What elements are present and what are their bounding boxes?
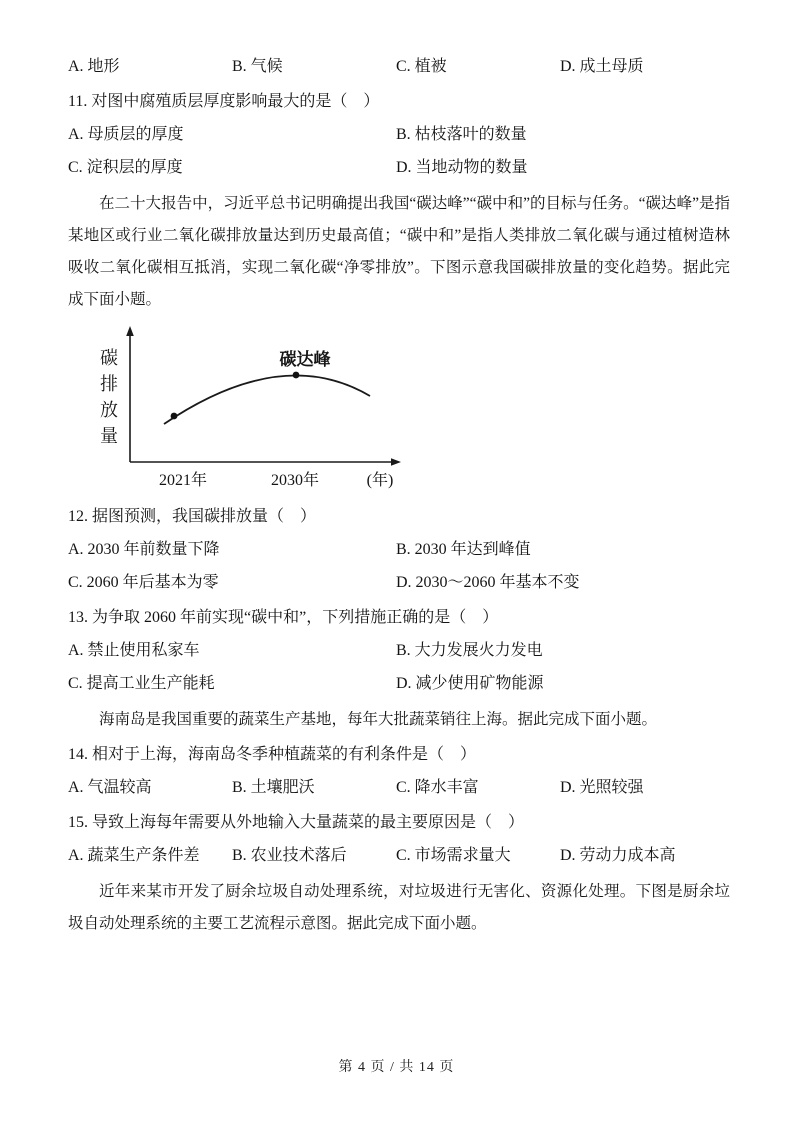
option-d: D. 劳动力成本高 [560, 847, 676, 864]
option-a: A. 气温较高 [68, 779, 152, 796]
question-12-options-row-1 [68, 533, 730, 566]
question-14-stem: 14. 相对于上海，海南岛冬季种植蔬菜的有利条件是（ ） [68, 746, 477, 763]
chart-peak-annotation: 碳达峰 [279, 350, 331, 369]
y-axis-arrow-icon [126, 326, 134, 336]
x-tick-2021: 2021年 [158, 472, 207, 489]
option-b: B. 土壤肥沃 [232, 779, 315, 796]
option-b: B. 农业技术落后 [232, 847, 347, 864]
question-15-stem: 15. 导致上海每年需要从外地输入大量蔬菜的最主要原因是（ ） [68, 814, 525, 831]
option-c: C. 植被 [396, 58, 447, 75]
option-c: C. 2060 年后基本为零 [68, 574, 219, 591]
question-11-stem: 11. 对图中腐殖质层厚度影响最大的是（ ） [68, 93, 380, 110]
emissions-trend-curve [164, 376, 370, 424]
question-12-options-row-2 [68, 566, 730, 599]
option-b: B. 大力发展火力发电 [396, 642, 543, 659]
option-b: B. 2030 年达到峰值 [396, 541, 531, 558]
passage-kitchen-waste: 近年来某市开发了厨余垃圾自动处理系统，对垃圾进行无害化、资源化处理。下图是厨余垃圾自动处理系统的主要工艺流程示意图。据此完成下面小题。 [68, 883, 730, 932]
question-11-options-row-2 [68, 151, 730, 184]
page-content [68, 50, 730, 942]
option-a: A. 禁止使用私家车 [68, 642, 200, 659]
option-a: A. 2030 年前数量下降 [68, 541, 220, 558]
option-c: C. 淀积层的厚度 [68, 159, 183, 176]
question-13-stem: 13. 为争取 2060 年前实现“碳中和”，下列措施正确的是（ ） [68, 609, 499, 626]
option-a: A. 地形 [68, 58, 120, 75]
option-a: A. 蔬菜生产条件差 [68, 847, 200, 864]
option-d: D. 2030～2060 年基本不变 [396, 574, 580, 591]
x-axis-unit-label: (年) [366, 472, 394, 489]
data-point-2021 [171, 413, 178, 420]
option-d: D. 减少使用矿物能源 [396, 675, 544, 692]
question-12-stem: 12. 据图预测，我国碳排放量（ ） [68, 508, 317, 525]
x-axis-arrow-icon [391, 458, 401, 466]
page-number-footer: 第 4 页 / 共 14 页 [338, 1060, 455, 1075]
option-d: D. 成土母质 [560, 58, 644, 75]
chart-y-axis-label: 碳排放量 [98, 348, 118, 452]
option-d: D. 光照较强 [560, 779, 644, 796]
question-15-options-row [68, 839, 730, 872]
data-point-peak-2030 [293, 372, 300, 379]
option-c: C. 降水丰富 [396, 779, 479, 796]
x-tick-2030: 2030年 [270, 472, 319, 489]
option-b: B. 枯枝落叶的数量 [396, 126, 527, 143]
question-14-options-row [68, 771, 730, 804]
option-a: A. 母质层的厚度 [68, 126, 184, 143]
option-b: B. 气候 [232, 58, 283, 75]
question-11-options-row-1 [68, 118, 730, 151]
passage-carbon-peak: 在二十大报告中，习近平总书记明确提出我国“碳达峰”“碳中和”的目标与任务。“碳达峰”是指某地区或行业二氧化碳排放量达到历史最高值；“碳中和”是指人类排放二氧化碳与通过植树造林吸收二氧化碳相互抵消，实现二氧化碳“净零排放”。下图示意我国碳排放量的变化趋势。据此完成下面小题。 [68, 195, 730, 308]
question-10-options-row [68, 50, 730, 83]
option-c: C. 市场需求量大 [396, 847, 511, 864]
passage-hainan-vegetables: 海南岛是我国重要的蔬菜生产基地，每年大批蔬菜销往上海。据此完成下面小题。 [99, 711, 658, 728]
carbon-emissions-chart [82, 324, 432, 496]
option-c: C. 提高工业生产能耗 [68, 675, 215, 692]
question-13-options-row-2 [68, 667, 730, 700]
option-d: D. 当地动物的数量 [396, 159, 528, 176]
question-13-options-row-1 [68, 634, 730, 667]
